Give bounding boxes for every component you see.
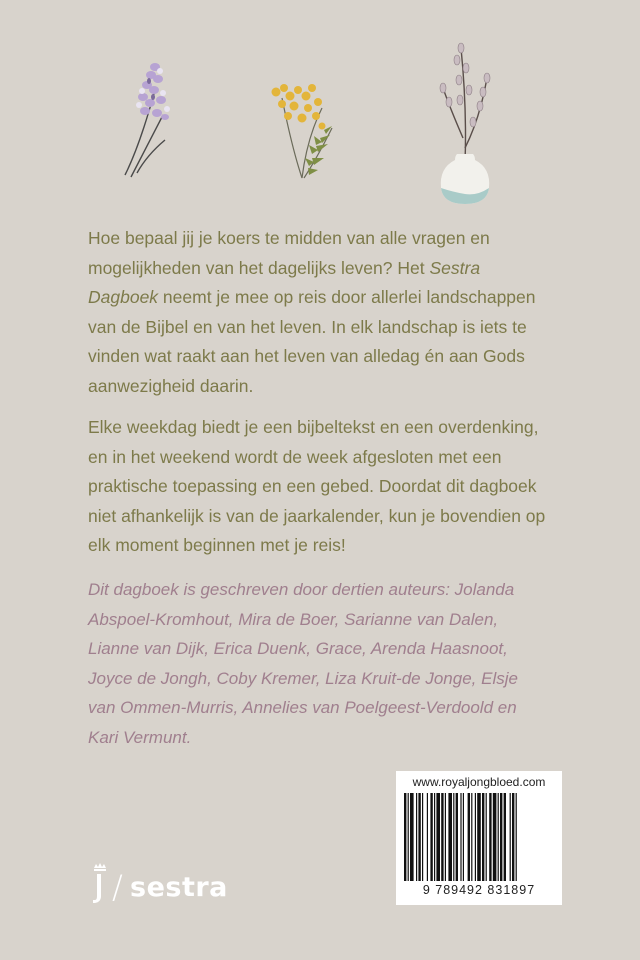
description-paragraph-1: Hoe bepaal jij je koers te midden van alle vragen en mogelijkheden van het dagelijks leven? Het Sestra Dagboek neemt je mee op reis door allerlei landschappen van de Bijbel en van het leven. In elk landschap is iets te vinden wat raakt aan het leven van alledag én aan Gods aanwezigheid daarin. [88,228,536,396]
logo-separator: / [112,868,123,906]
barcode-icon [402,793,556,881]
book-title: Sestra Dagboek [88,257,481,307]
illustrations [0,0,640,220]
isbn-number: 9 789492 831897 [422,883,536,897]
authors-paragraph: Dit dagboek is geschreven door dertien auteurs: Jolanda Abspoel-Kromhout, Mira de Boer, Sarianne van Dalen, Lianne van Dijk, Erica Duenk, Grace, Arenda Haasnoot, Joyce de Jongh, Coby Kremer, Liza Kruit-de Jonge, Elsje van Ommen-Murris, Annelies van Poelgeest-Verdoold en Kari Vermunt. [88,580,518,747]
mimosa-fern-bouquet-icon [262,78,352,188]
publisher-url: www.royaljongbloed.com [412,775,546,789]
crown-j-icon [90,862,110,906]
description-paragraph-2: Elke weekdag biedt je een bijbeltekst en een overdenking, en in het weekend wordt de week afgesloten met een praktische toepassing en een gebed. Doordat dit dagboek niet afhankelijk is van de jaarkalender, kun je bovendien op elk moment beginnen met je reis! [88,417,546,555]
barcode-box [396,771,562,905]
willow-branch-vase-icon [425,38,505,213]
logo-text: sestra [130,872,228,903]
lavender-sprig-icon [105,55,195,185]
